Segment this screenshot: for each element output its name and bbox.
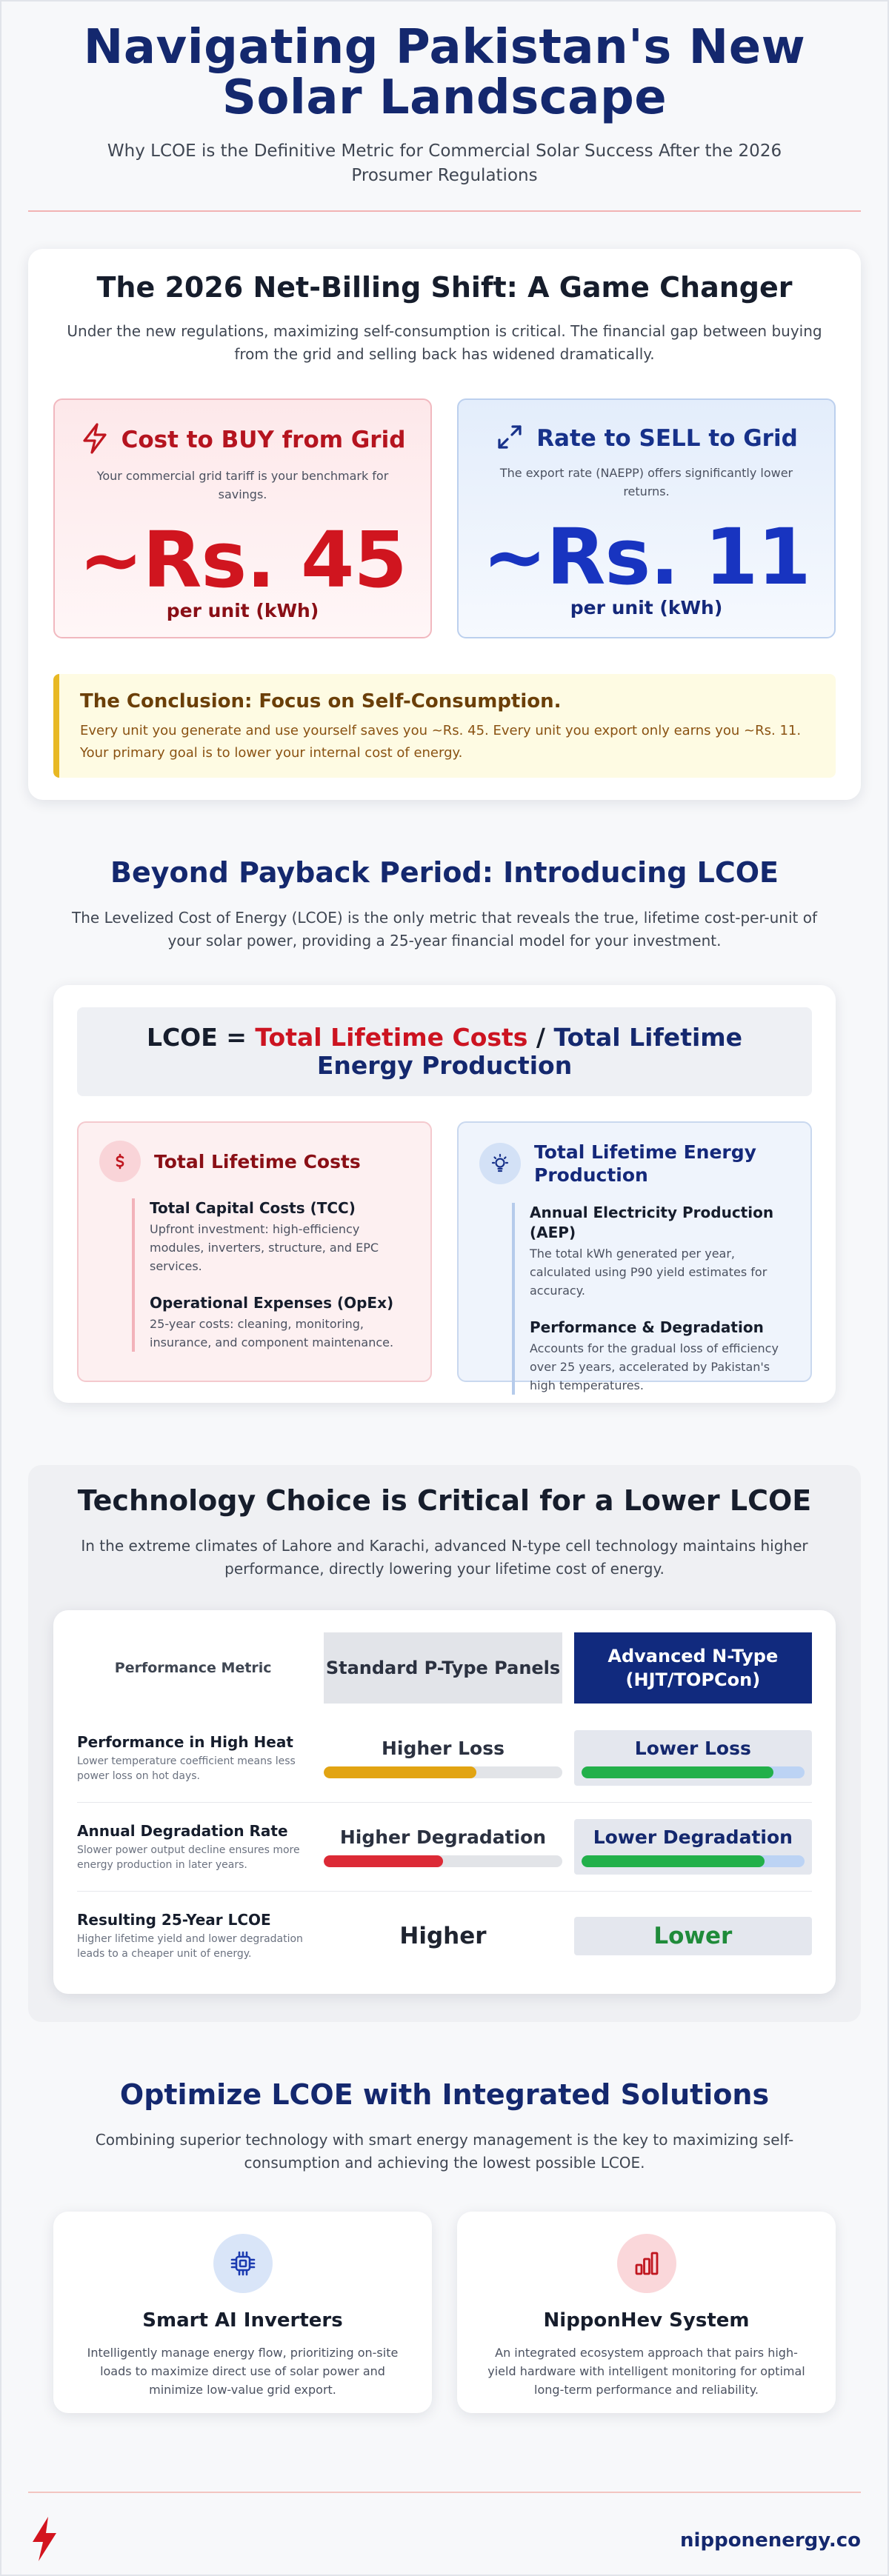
box-title: Total Lifetime Costs bbox=[154, 1150, 361, 1172]
buy-rate-card bbox=[53, 398, 432, 638]
list-item bbox=[530, 1318, 790, 1395]
metric-name: Performance in High Heat bbox=[77, 1732, 293, 1751]
lcoe-section bbox=[1, 856, 888, 1403]
table-row bbox=[77, 1892, 812, 1981]
list-item bbox=[530, 1203, 790, 1300]
metric-desc: Slower power output decline ensures more energy production in later years. bbox=[77, 1843, 300, 1871]
item-heading: Performance & Degradation bbox=[530, 1318, 764, 1336]
solution-desc: An integrated ecosystem approach that pairs high-yield hardware with intelligent monitoring for optimal long-term performance and reliability. bbox=[487, 2346, 805, 2397]
sell-rate-value: ~Rs. 11 bbox=[482, 512, 810, 602]
lcoe-formula bbox=[77, 1007, 812, 1096]
ntype-label: Lower bbox=[653, 1923, 733, 1949]
website-link[interactable]: nipponenergy.co bbox=[680, 2529, 861, 2552]
footer-divider bbox=[28, 2492, 861, 2493]
section-lead: In the extreme climates of Lahore and Karachi, advanced N-type cell technology maintains higher performance, directly lowering your lifetime cost of energy. bbox=[81, 1537, 808, 1578]
metric-desc: Lower temperature coefficient means less power loss on hot days. bbox=[77, 1755, 296, 1782]
chip-icon bbox=[213, 2234, 273, 2293]
ptype-level-bar bbox=[324, 1766, 562, 1778]
footer bbox=[28, 2515, 861, 2566]
table-header bbox=[77, 1632, 812, 1704]
sell-rate-desc: The export rate (NAEPP) offers significantly lower returns. bbox=[499, 466, 793, 498]
item-body: Accounts for the gradual loss of efficiency over 25 years, accelerated by Pakistan's high temperatures. bbox=[530, 1341, 779, 1392]
formula-denominator: Total Lifetime Energy Production bbox=[316, 1023, 743, 1080]
solution-card bbox=[457, 2212, 836, 2413]
list-item bbox=[150, 1198, 410, 1275]
ntype-cell bbox=[574, 1917, 812, 1955]
page-title: Navigating Pakistan's New Solar Landscape bbox=[83, 20, 806, 125]
buy-rate-unit: per unit (kWh) bbox=[166, 600, 319, 621]
technology-section bbox=[28, 1465, 861, 2022]
solution-card bbox=[53, 2212, 432, 2413]
section-lead: Under the new regulations, maximizing self-consumption is critical. The financial gap between buying from the grid and selling back has widened dramatically. bbox=[67, 322, 822, 363]
ptype-cell bbox=[324, 1923, 562, 1949]
ptype-level-bar bbox=[324, 1855, 562, 1867]
ntype-cell bbox=[574, 1819, 812, 1875]
formula-numerator: Total Lifetime Costs bbox=[255, 1023, 528, 1052]
column-header-ptype: Standard P-Type Panels bbox=[324, 1632, 562, 1704]
section-title: The 2026 Net-Billing Shift: A Game Changer bbox=[96, 271, 793, 304]
conclusion-callout bbox=[53, 674, 836, 778]
sell-rate-unit: per unit (kWh) bbox=[570, 597, 723, 618]
net-billing-section bbox=[28, 249, 861, 800]
list-item bbox=[150, 1293, 410, 1352]
dollar-icon bbox=[99, 1141, 141, 1182]
column-header-metric: Performance Metric bbox=[114, 1660, 272, 1676]
page-subtitle: Why LCOE is the Definitive Metric for Commercial Solar Success After the 2026 Prosumer Regulations bbox=[107, 141, 782, 185]
section-lead: Combining superior technology with smart energy management is the key to maximizing self-consumption and achieving the lowest possible LCOE. bbox=[95, 2131, 794, 2172]
formula-lhs: LCOE = bbox=[146, 1023, 256, 1052]
ntype-cell bbox=[574, 1730, 812, 1786]
metric-name: Resulting 25-Year LCOE bbox=[77, 1911, 271, 1929]
ptype-cell bbox=[324, 1738, 562, 1778]
ntype-level-bar bbox=[582, 1766, 805, 1778]
lightning-logo-icon bbox=[28, 2515, 61, 2566]
bar-fill bbox=[324, 1855, 443, 1867]
column-header-ntype: Advanced N-Type (HJT/TOPCon) bbox=[574, 1632, 812, 1704]
ptype-label: Higher Degradation bbox=[339, 1826, 547, 1848]
lifetime-energy-box bbox=[457, 1121, 812, 1392]
formula-slash: / bbox=[527, 1023, 554, 1052]
rate-comparison bbox=[53, 398, 836, 638]
solution-title: Smart AI Inverters bbox=[142, 2309, 343, 2332]
conclusion-body: Every unit you generate and use yourself saves you ~Rs. 45. Every unit you export only earns you ~Rs. 11. Your primary goal is to lower your internal cost of energy. bbox=[80, 723, 802, 761]
ptype-label: Higher Loss bbox=[381, 1738, 505, 1759]
table-row bbox=[77, 1803, 812, 1892]
conclusion-title: The Conclusion: Focus on Self-Consumption. bbox=[80, 690, 562, 713]
ntype-level-bar bbox=[582, 1855, 805, 1867]
ptype-label: Higher bbox=[399, 1923, 487, 1949]
bar-fill bbox=[324, 1766, 476, 1778]
section-lead: The Levelized Cost of Energy (LCOE) is the only metric that reveals the true, lifetime cost-per-unit of your solar power, providing a 25-year financial model for your investment. bbox=[72, 909, 817, 950]
section-title: Technology Choice is Critical for a Lower LCOE bbox=[77, 1484, 812, 1517]
ntype-label: Lower Loss bbox=[634, 1738, 751, 1759]
item-body: Upfront investment: high-efficiency modules, inverters, structure, and EPC services. bbox=[150, 1222, 379, 1273]
bar-chart-icon bbox=[617, 2234, 676, 2293]
divider bbox=[28, 210, 861, 212]
metric-desc: Higher lifetime yield and lower degradation leads to a cheaper unit of energy. bbox=[77, 1933, 303, 1960]
buy-rate-desc: Your commercial grid tariff is your benchmark for savings. bbox=[96, 469, 389, 501]
solutions-section bbox=[1, 2078, 888, 2413]
comparison-table bbox=[53, 1610, 836, 1994]
buy-rate-title: Cost to BUY from Grid bbox=[121, 427, 406, 453]
solution-title: NipponHev System bbox=[543, 2309, 750, 2332]
lightning-icon bbox=[80, 422, 110, 458]
item-body: 25-year costs: cleaning, monitoring, insurance, and component maintenance. bbox=[150, 1317, 394, 1349]
box-title: Total Lifetime Energy Production bbox=[534, 1141, 756, 1186]
table-row bbox=[77, 1714, 812, 1803]
buy-rate-value: ~Rs. 45 bbox=[79, 515, 407, 605]
solution-desc: Intelligently manage energy flow, prioritizing on-site loads to maximize direct use of solar power and minimize low-value grid export. bbox=[87, 2346, 399, 2397]
sell-rate-card bbox=[457, 398, 836, 638]
ptype-cell bbox=[324, 1826, 562, 1867]
lightbulb-icon bbox=[479, 1143, 521, 1184]
section-title: Optimize LCOE with Integrated Solutions bbox=[119, 2078, 770, 2111]
item-body: The total kWh generated per year, calculated using P90 yield estimates for accuracy. bbox=[530, 1247, 768, 1298]
item-heading: Operational Expenses (OpEx) bbox=[150, 1294, 394, 1312]
arrows-expand-icon bbox=[495, 422, 525, 455]
sell-rate-title: Rate to SELL to Grid bbox=[536, 425, 798, 452]
bar-fill bbox=[582, 1766, 773, 1778]
item-heading: Annual Electricity Production (AEP) bbox=[530, 1204, 774, 1241]
metric-name: Annual Degradation Rate bbox=[77, 1821, 288, 1840]
section-title: Beyond Payback Period: Introducing LCOE bbox=[110, 856, 779, 889]
bar-fill bbox=[582, 1855, 765, 1867]
ntype-label: Lower Degradation bbox=[593, 1826, 793, 1848]
hero bbox=[1, 1, 888, 188]
item-heading: Total Capital Costs (TCC) bbox=[150, 1199, 356, 1217]
lcoe-formula-card bbox=[53, 985, 836, 1403]
lifetime-costs-box bbox=[77, 1121, 432, 1382]
